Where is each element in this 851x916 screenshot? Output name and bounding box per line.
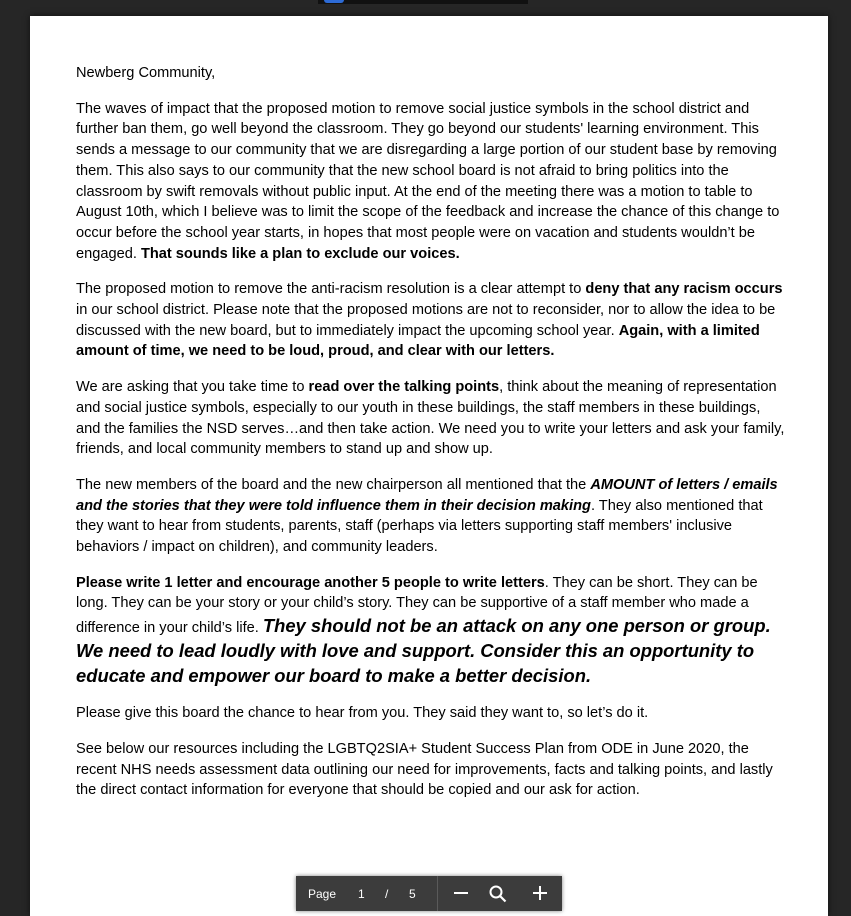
- paragraph-2: The proposed motion to remove the anti-racism resolution is a clear attempt to deny that any racism occurs in our school district. Please note that the proposed motions are not to reconsider, nor to allow the idea to be discussed with the new board, but to immediately impact the upcoming school year. Again, with a limited amount of time, we need to be loud, proud, and clear with our letters.: [76, 281, 783, 360]
- zoom-in-icon[interactable]: [532, 885, 548, 901]
- current-page-input[interactable]: 1: [358, 887, 365, 901]
- pdf-toolbar: [296, 876, 562, 911]
- paragraph-6: Please give this board the chance to hear from you. They said they want to, so let’s do it.: [76, 705, 649, 722]
- document-page: [30, 16, 828, 916]
- total-pages: 5: [409, 887, 416, 901]
- app-icon: [324, 0, 344, 3]
- paragraph-4: The new members of the board and the new chairperson all mentioned that the AMOUNT of letters / emails and the stories that they were told influence them in their decision making. They also mentioned that they want to hear from students, parents, staff (perhaps via letters supporting staff members' inclusive behaviors / impact on children), and community leaders.: [76, 476, 778, 556]
- page-separator: /: [385, 887, 389, 901]
- top-bar: [318, 0, 528, 4]
- paragraph-3: We are asking that you take time to read over the talking points, think about the meaning of representation and social justice symbols, especially to our youth in these buildings, the staff members in these buildings, and the families the NSD serves…and then take action. We need you to write your letters and ask your family, friends, and local community members to stand up and show up.: [76, 379, 785, 458]
- paragraph-5: Please write 1 letter and encourage another 5 people to write letters. They can be short. They can be long. They can be your story or your child’s story. They can be supportive of a staff member who made a difference in your child’s life. They should not be an attack on any one person or group. We need to lead loudly with love and support. Consider this an opportunity to educate and empower our board to make a better decision.: [76, 574, 771, 686]
- paragraph-7: See below our resources including the LGBTQ2SIA+ Student Success Plan from ODE in June 2020, the recent NHS needs assessment data outlining our need for improvements, facts and talking points, and lastly the direct contact information for everyone that should be copied and our ask for action.: [76, 740, 773, 799]
- greeting: Newberg Community,: [76, 65, 216, 81]
- page-label: Page: [308, 887, 337, 901]
- toolbar-divider: [437, 876, 438, 911]
- paragraph-1: The waves of impact that the proposed motion to remove social justice symbols in the school district and further ban them, go well beyond the classroom. They go beyond our students' learning environment. This sends a message to our community that we are disregarding a large portion of our student base by removing them. This also says to our community that the new school board is not afraid to bring politics into the classroom by swift removals without public input. At the end of the meeting there was a motion to table to August 10th, which I believe was to limit the scope of the feedback and increase the chance of this change to occur before the school year starts, in hopes that most people were on vacation and students wouldn’t be engaged. That sounds like a plan to exclude our voices.: [76, 100, 780, 262]
- document-content: [76, 63, 788, 816]
- zoom-out-icon[interactable]: [454, 892, 468, 894]
- zoom-fit-icon[interactable]: [489, 885, 507, 903]
